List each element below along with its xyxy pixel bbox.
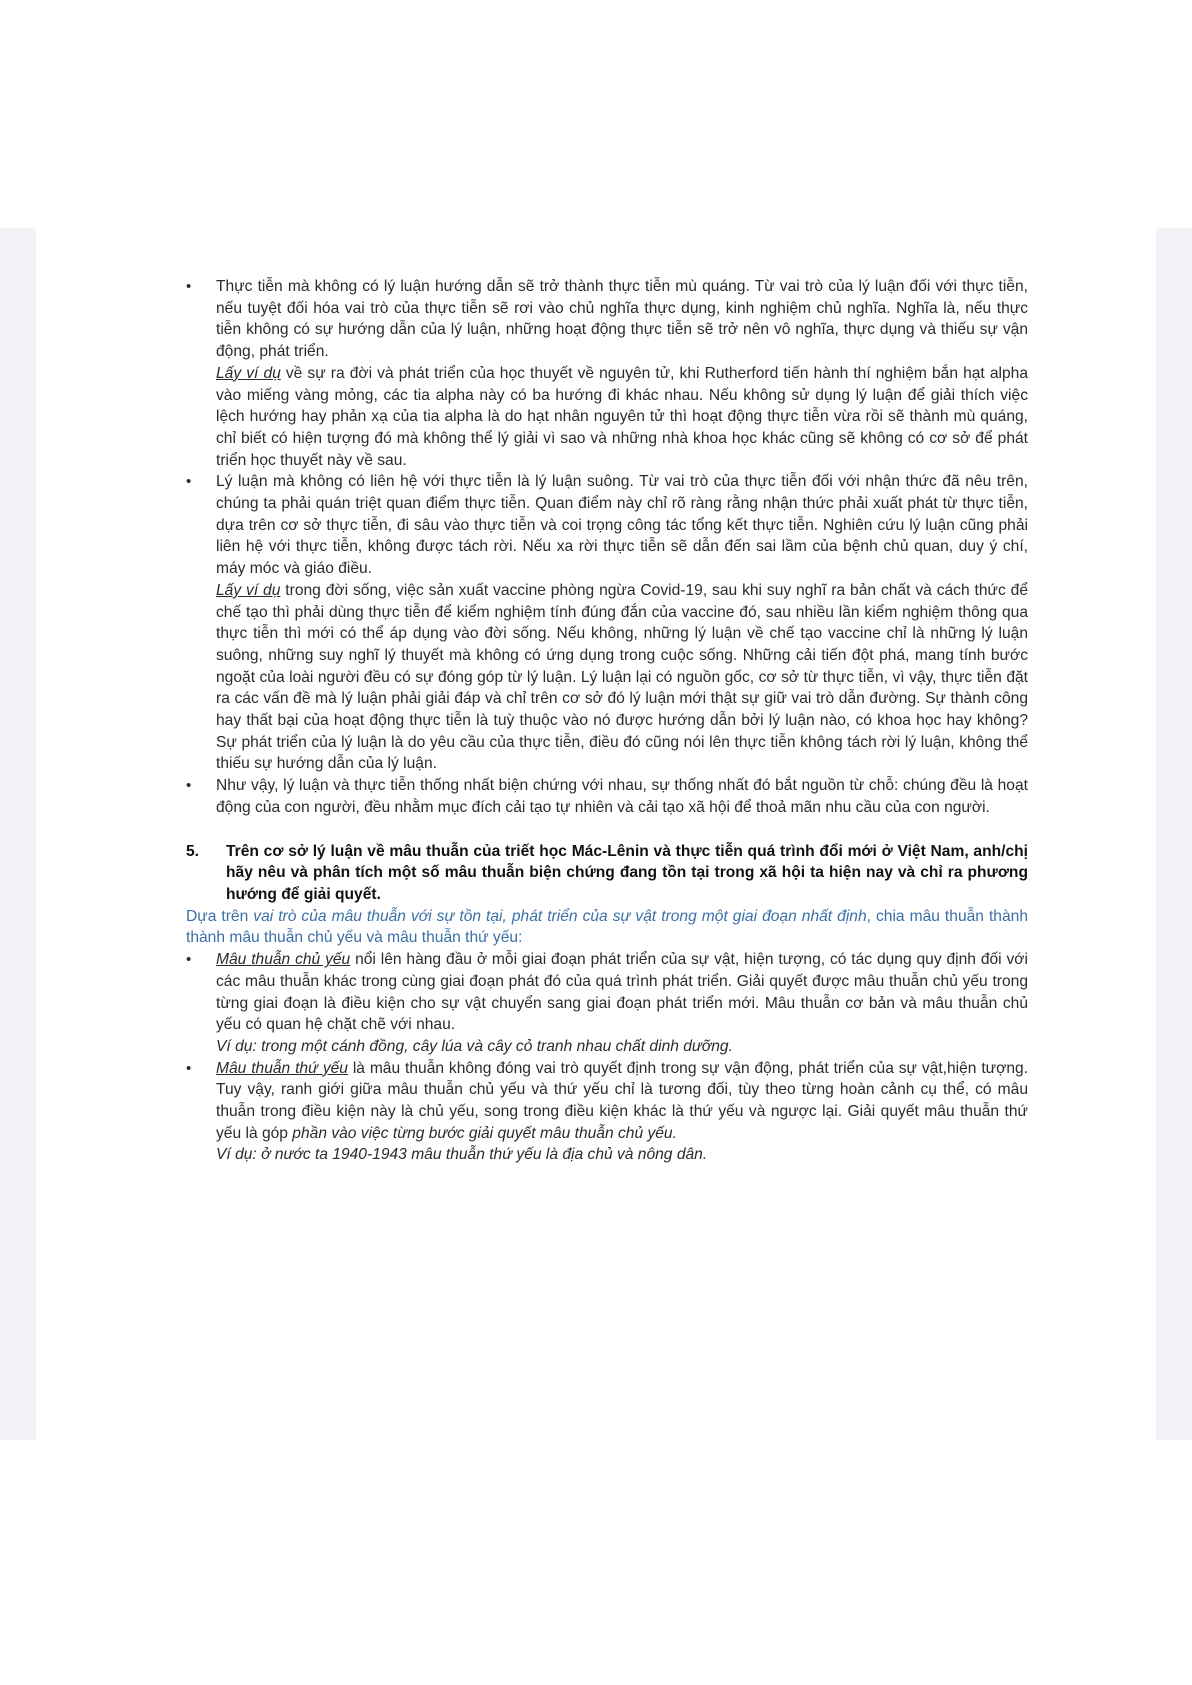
definition-paragraph: [216, 1058, 1028, 1145]
section-heading-text: Trên cơ sở lý luận về mâu thuẫn của triết học Mác-Lênin và thực tiễn quá trình đổi mới ở Việt Nam, anh/chị hãy nêu và phân tích một số mâu thuẫn biện chứng đang tồn tại trong xã hội ta hiện nay và chỉ ra phương hướng để giải quyết.: [226, 842, 1028, 903]
example-paragraph: [216, 363, 1028, 472]
list-item: [186, 471, 1028, 775]
term-label: Mâu thuẫn thứ yếu: [216, 1059, 348, 1077]
bullet-icon: •: [186, 473, 192, 491]
viewer-gutter-left: [0, 228, 36, 1440]
definition-paragraph: [216, 949, 1028, 1036]
example-text: về sự ra đời và phát triển của học thuyết về nguyên tử, khi Rutherford tiến hành thí nghiệm bắn hạt alpha vào miếng vàng mỏng, các tia alpha này có ba hướng đi khác nhau. Nếu không sử dụng lý luận để giải thích việc lệch hướng hay phản xạ của tia alpha là do hạt nhân nguyên tử thì hoạt động thực tiễn vừa rồi sẽ thành mù quáng, chỉ biết có hiện tượng đó mà không thể lý giải vì sao và những nhà khoa học khác cũng sẽ không có cơ sở để phát triển học thuyết này về sau.: [216, 364, 1029, 469]
list-item: [186, 949, 1028, 1058]
definition-italic-text: phần vào việc từng bước giải quyết mâu thuẫn chủ yếu.: [292, 1124, 677, 1142]
intro-italic: vai trò của mâu thuẫn với sự tồn tại, phát triển của sự vật trong một giai đoạn nhất định: [253, 907, 867, 925]
bullet-text: Thực tiễn mà không có lý luận hướng dẫn sẽ trở thành thực tiễn mù quáng. Từ vai trò của lý luận đối với thực tiễn, nếu tuyệt đối hóa vai trò của thực tiễn sẽ rơi vào chủ nghĩa thực dụng, kinh nghiệm chủ nghĩa. Nghĩa là, nếu thực tiễn không có sự hướng dẫn của lý luận, những hoạt động thực tiễn sẽ trở nên vô nghĩa, thực dụng và thiếu sự vận động, phát triển.: [216, 278, 1028, 361]
example-label: Lấy ví dụ: [216, 364, 281, 382]
section-heading: [186, 841, 1028, 906]
bullet-icon: •: [186, 951, 192, 969]
list-item: [186, 1058, 1028, 1167]
bullet-icon: •: [186, 278, 192, 295]
bullet-text: Như vậy, lý luận và thực tiễn thống nhất biện chứng với nhau, sự thống nhất đó bắt nguồn từ chỗ: chúng đều là hoạt động của con người, đều nhằm mục đích cải tạo tự nhiên và cải tạo xã hội để thoả mãn nhu cầu của con người.: [216, 777, 1028, 816]
example-label: Lấy ví dụ: [216, 581, 281, 599]
definition-text: nổi lên hàng đầu ở mỗi giai đoạn phát triển của sự vật, hiện tượng, có tác dụng quy định đối với các mâu thuẫn khác trong cùng giai đoạn phát đó của quá trình phát triển. Giải quyết được mâu thuẫn chủ yếu trong từng giai đoạn là điều kiện cho sự vật chuyển sang giai đoạn phát triển mới. Mâu thuẫn cơ bản và mâu thuẫn chủ yếu có quan hệ chặt chẽ với nhau.: [216, 951, 1028, 1034]
list-item: [186, 775, 1028, 818]
example-text: trong đời sống, việc sản xuất vaccine phòng ngừa Covid-19, sau khi suy nghĩ ra bản chất và cách thức để chế tạo thì phải dùng thực tiễn để kiểm nghiệm tính đúng đắn của vaccine đó, sau nhiều lần kiểm nghiệm thông qua thực tiễn thì mới có thể áp dụng vào đời sống. Nếu không, những lý luận về chế tạo vaccine chỉ là những lý luận suông, những suy nghĩ lý thuyết mà không có ứng dụng trong cuộc sống. Những cải tiến đột phá, mang tính bước ngoặt của loài người đều có sự đóng góp từ lý luận. Lý luận lại có nguồn gốc, cơ sở từ thực tiễn, vì vậy, thực tiễn đặt ra các vấn đề mà lý luận phải giải đáp và chỉ trên cơ sở đó lý luận mới thật sự giữ vai trò dẫn đường. Sự thành công hay thất bại của hoạt động thực tiễn là tuỳ thuộc vào nó được hướng dẫn bởi lý luận nào, có khoa học hay không? Sự phát triển của lý luận là do yêu cầu của thực tiễn, điều đó cũng nói lên thực tiễn không tách rời lý luận, không thể thiếu sự hướng dẫn của lý luận.: [216, 581, 1029, 773]
section-number: 5.: [186, 842, 200, 860]
intro-suffix: , chia mâu thuẫn thành thành mâu thuẫn chủ yếu và mâu thuẫn thứ yếu:: [186, 907, 1028, 947]
document-page: [36, 228, 1156, 1440]
example-paragraph: Ví dụ: ở nước ta 1940-1943 mâu thuẫn thứ yếu là địa chủ và nông dân.: [216, 1146, 708, 1164]
bullet-text: Lý luận mà không có liên hệ với thực tiễn là lý luận suông. Từ vai trò của thực tiễn đối với nhận thức đã nêu trên, chúng ta phải quán triệt quan điểm thực tiễn. Quan điểm này chỉ rõ ràng rằng nhận thức phải xuất phát từ thực tiễn, dựa trên cơ sở thực tiễn, đi sâu vào thực tiễn và coi trọng công tác tổng kết thực tiễn. Nghiên cứu lý luận cũng phải liên hệ với thực tiễn, không được tách rời. Nếu xa rời thực tiễn sẽ dẫn đến sai lầm của bệnh chủ quan, duy ý chí, máy móc và giáo điều.: [216, 473, 1028, 578]
page-content: [186, 276, 1028, 1166]
example-paragraph: Ví dụ: trong một cánh đồng, cây lúa và cây cỏ tranh nhau chất dinh dưỡng.: [216, 1037, 733, 1055]
intro-prefix: Dựa trên: [186, 907, 254, 925]
list-item: [186, 276, 1028, 471]
bullet-icon: •: [186, 777, 192, 795]
viewer-gutter-right: [1156, 228, 1192, 1440]
example-paragraph: [216, 580, 1028, 775]
term-label: Mâu thuẫn chủ yếu: [216, 951, 351, 969]
definition-text: là mâu thuẫn không đóng vai trò quyết định trong sự vận động, phát triển của sự vật,hiện tượng. Tuy vậy, ranh giới giữa mâu thuẫn chủ yếu và thứ yếu chỉ là tương đối, tùy theo từng hoàn cảnh cụ thể, có mâu thuẫn trong điều kiện này là chủ yếu, song trong điều kiện khác là thứ yếu và ngược lại. Giải quyết mâu thuẫn thứ yếu là góp: [216, 1059, 1028, 1142]
section-intro: [186, 906, 1028, 949]
bullet-icon: •: [186, 1059, 192, 1077]
